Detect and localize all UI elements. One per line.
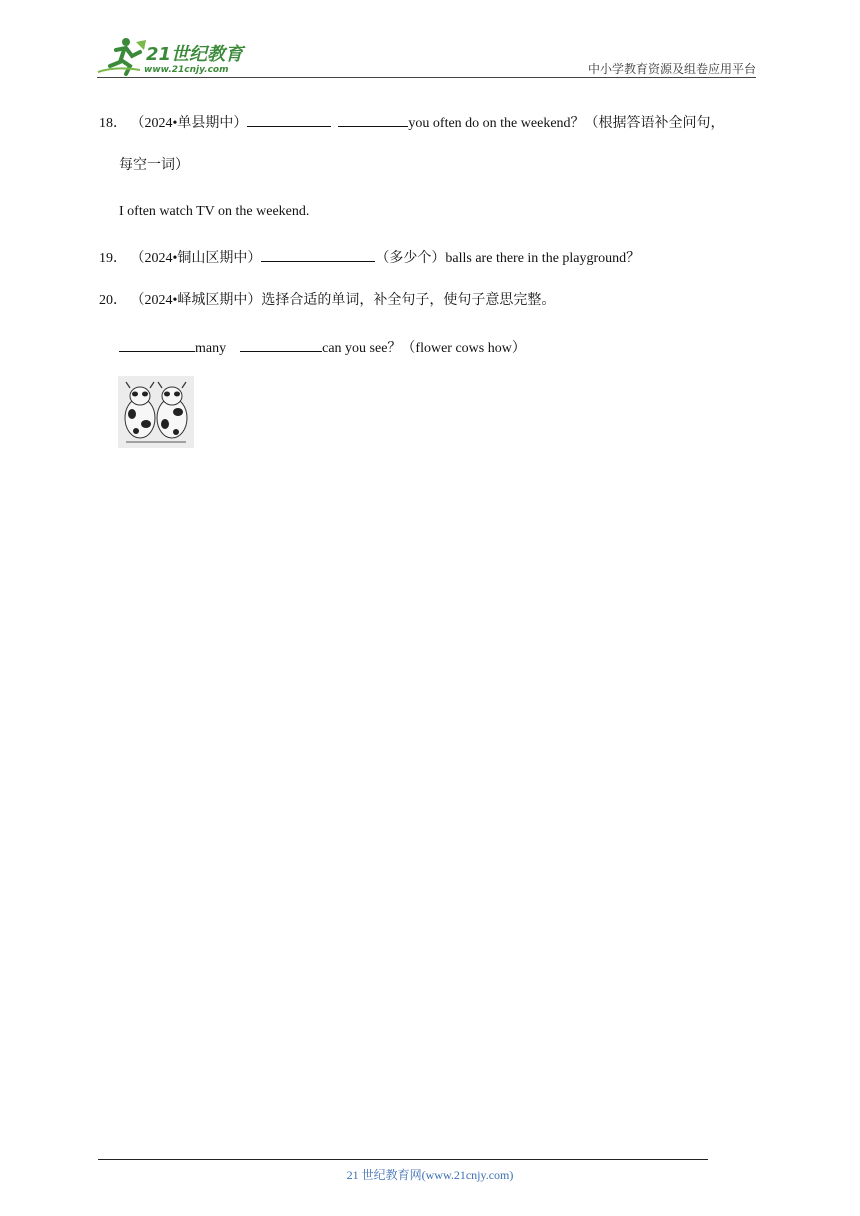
question-18-answer: I often watch TV on the weekend. [119,204,310,219]
brand-logo [96,36,256,78]
answer-blank-1[interactable] [247,113,331,127]
cows-illustration [118,376,194,448]
question-source: （2024•单县期中） [130,116,248,131]
question-text: you often do on the weekend？（根据答语补全问句， [408,116,725,131]
answer-blank-2[interactable] [240,338,322,352]
header-slogan: 中小学教育资源及组卷应用平台 [587,62,756,76]
question-number: 20． [99,293,127,308]
answer-blank-1[interactable] [119,338,195,352]
word-many: many [195,341,227,356]
header-divider [97,77,756,78]
question-number: 18． [99,116,127,131]
svg-text:www.21cnjy.com: www.21cnjy.com [144,65,229,75]
question-20-sentence [119,338,526,358]
question-instruction: 选择合适的单词，补全句子，使句子意思完整。 [261,293,556,308]
question-source: （2024•峄城区期中） [130,293,262,308]
answer-blank[interactable] [261,248,375,262]
footer-site-link[interactable]: 21 世纪教育网(www.21cnjy.com) [346,1168,514,1182]
question-text: can you see？（flower cows how） [322,341,526,356]
question-19 [99,248,640,268]
svg-text:21世纪教育: 21世纪教育 [146,44,244,65]
question-18 [99,113,725,133]
question-18-continuation: 每空一词） [119,158,189,173]
question-20 [99,292,555,310]
question-hint: （多少个） [375,251,446,266]
question-source: （2024•铜山区期中） [130,251,262,266]
answer-blank-2[interactable] [338,113,408,127]
footer-divider [98,1159,708,1160]
question-text: balls are there in the playground？ [445,251,641,266]
question-number: 19． [99,251,127,266]
